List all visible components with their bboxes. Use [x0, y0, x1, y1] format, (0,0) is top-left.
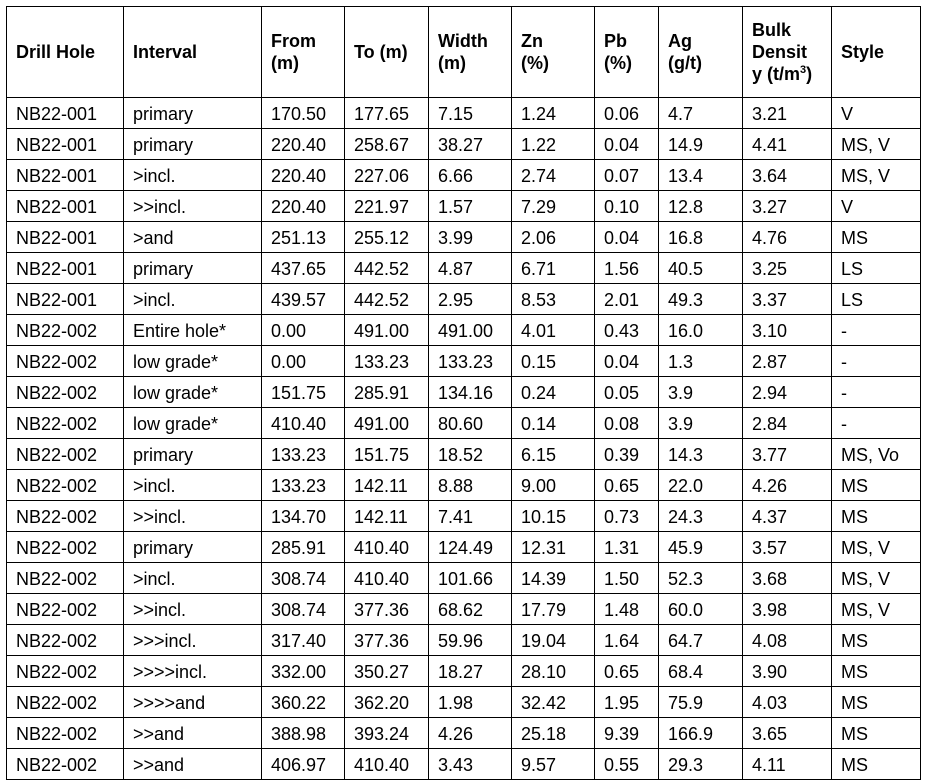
table-row [7, 191, 921, 222]
table-cell-ag: 45.9 [659, 532, 743, 563]
table-cell-width: 59.96 [429, 625, 512, 656]
table-cell-style: MS, V [832, 160, 921, 191]
table-cell-pb: 1.56 [595, 253, 659, 284]
column-header-line: Drill Hole [16, 42, 96, 62]
table-cell-style: MS [832, 656, 921, 687]
table-cell-pb: 1.95 [595, 687, 659, 718]
table-cell-from: 410.40 [262, 408, 345, 439]
column-header-line: Pb [604, 31, 628, 51]
table-cell-to: 491.00 [345, 315, 429, 346]
table-cell-zn: 1.24 [512, 98, 595, 129]
table-cell-from: 220.40 [262, 160, 345, 191]
table-row [7, 501, 921, 532]
column-header-line: Densit [752, 42, 808, 62]
table-cell-zn: 7.29 [512, 191, 595, 222]
column-header-line: To (m) [354, 42, 408, 62]
column-header-line: Interval [133, 42, 198, 62]
table-cell-width: 134.16 [429, 377, 512, 408]
table-cell-style: - [832, 346, 921, 377]
table-cell-drill-hole: NB22-002 [7, 439, 124, 470]
table-cell-density: 3.57 [743, 532, 832, 563]
table-cell-style: MS [832, 625, 921, 656]
table-cell-to: 285.91 [345, 377, 429, 408]
table-cell-style: MS [832, 718, 921, 749]
table-cell-zn: 32.42 [512, 687, 595, 718]
table-cell-pb: 0.65 [595, 470, 659, 501]
table-cell-ag: 3.9 [659, 377, 743, 408]
table-cell-drill-hole: NB22-001 [7, 160, 124, 191]
table-cell-width: 101.66 [429, 563, 512, 594]
table-cell-to: 442.52 [345, 284, 429, 315]
column-header-line: Style [841, 42, 885, 62]
table-cell-pb: 1.48 [595, 594, 659, 625]
table-cell-interval: low grade* [124, 408, 262, 439]
table-cell-from: 251.13 [262, 222, 345, 253]
table-cell-ag: 14.3 [659, 439, 743, 470]
table-cell-ag: 75.9 [659, 687, 743, 718]
table-cell-drill-hole: NB22-001 [7, 98, 124, 129]
table-cell-interval: >incl. [124, 470, 262, 501]
table-cell-pb: 0.05 [595, 377, 659, 408]
table-row [7, 749, 921, 780]
table-header-row [7, 7, 921, 98]
table-cell-from: 0.00 [262, 346, 345, 377]
table-cell-style: MS [832, 470, 921, 501]
table-cell-ag: 12.8 [659, 191, 743, 222]
table-cell-width: 18.27 [429, 656, 512, 687]
table-cell-pb: 0.73 [595, 501, 659, 532]
column-header-line: (m) [271, 53, 299, 73]
table-cell-zn: 10.15 [512, 501, 595, 532]
table-cell-ag: 4.7 [659, 98, 743, 129]
table-cell-to: 350.27 [345, 656, 429, 687]
table-cell-zn: 9.00 [512, 470, 595, 501]
table-cell-interval: >and [124, 222, 262, 253]
table-cell-width: 1.98 [429, 687, 512, 718]
table-cell-style: MS, V [832, 594, 921, 625]
table-cell-density: 2.94 [743, 377, 832, 408]
table-cell-to: 491.00 [345, 408, 429, 439]
table-cell-to: 221.97 [345, 191, 429, 222]
table-cell-pb: 2.01 [595, 284, 659, 315]
table-cell-width: 3.43 [429, 749, 512, 780]
table-cell-pb: 0.08 [595, 408, 659, 439]
table-cell-to: 255.12 [345, 222, 429, 253]
table-cell-pb: 0.04 [595, 222, 659, 253]
table-cell-density: 4.37 [743, 501, 832, 532]
table-cell-zn: 19.04 [512, 625, 595, 656]
table-cell-density: 3.10 [743, 315, 832, 346]
table-cell-pb: 0.43 [595, 315, 659, 346]
table-cell-interval: >incl. [124, 160, 262, 191]
table-cell-ag: 49.3 [659, 284, 743, 315]
column-header-style [832, 7, 921, 98]
table-row [7, 470, 921, 501]
table-cell-drill-hole: NB22-001 [7, 222, 124, 253]
table-cell-to: 410.40 [345, 749, 429, 780]
table-cell-ag: 60.0 [659, 594, 743, 625]
column-header-from [262, 7, 345, 98]
table-cell-density: 3.90 [743, 656, 832, 687]
table-cell-zn: 6.71 [512, 253, 595, 284]
table-cell-drill-hole: NB22-002 [7, 315, 124, 346]
table-cell-from: 134.70 [262, 501, 345, 532]
table-cell-ag: 16.0 [659, 315, 743, 346]
table-cell-drill-hole: NB22-001 [7, 284, 124, 315]
table-row [7, 284, 921, 315]
table-cell-to: 151.75 [345, 439, 429, 470]
table-row [7, 408, 921, 439]
column-header-line: Zn [521, 31, 543, 51]
table-cell-pb: 1.64 [595, 625, 659, 656]
table-cell-from: 308.74 [262, 594, 345, 625]
table-cell-interval: >>and [124, 718, 262, 749]
table-cell-ag: 1.3 [659, 346, 743, 377]
table-cell-drill-hole: NB22-001 [7, 129, 124, 160]
table-row [7, 687, 921, 718]
table-cell-interval: primary [124, 98, 262, 129]
table-cell-from: 285.91 [262, 532, 345, 563]
table-cell-interval: >>>>and [124, 687, 262, 718]
table-cell-zn: 2.74 [512, 160, 595, 191]
table-cell-ag: 3.9 [659, 408, 743, 439]
table-cell-from: 439.57 [262, 284, 345, 315]
table-cell-density: 4.08 [743, 625, 832, 656]
table-cell-drill-hole: NB22-002 [7, 594, 124, 625]
table-cell-to: 177.65 [345, 98, 429, 129]
table-row [7, 656, 921, 687]
table-cell-to: 410.40 [345, 563, 429, 594]
table-cell-interval: >>incl. [124, 191, 262, 222]
table-cell-density: 4.41 [743, 129, 832, 160]
table-cell-width: 124.49 [429, 532, 512, 563]
table-cell-pb: 0.07 [595, 160, 659, 191]
table-cell-pb: 1.50 [595, 563, 659, 594]
table-cell-to: 142.11 [345, 470, 429, 501]
table-cell-density: 3.37 [743, 284, 832, 315]
table-cell-ag: 64.7 [659, 625, 743, 656]
table-row [7, 253, 921, 284]
table-cell-style: MS [832, 501, 921, 532]
table-cell-from: 133.23 [262, 439, 345, 470]
column-header-line: From [271, 31, 316, 51]
table-cell-style: V [832, 98, 921, 129]
table-cell-ag: 14.9 [659, 129, 743, 160]
table-cell-pb: 0.04 [595, 346, 659, 377]
table-cell-density: 4.26 [743, 470, 832, 501]
table-cell-from: 317.40 [262, 625, 345, 656]
table-cell-from: 151.75 [262, 377, 345, 408]
table-cell-drill-hole: NB22-002 [7, 687, 124, 718]
table-cell-drill-hole: NB22-002 [7, 625, 124, 656]
table-cell-from: 437.65 [262, 253, 345, 284]
table-cell-ag: 22.0 [659, 470, 743, 501]
table-cell-density: 3.64 [743, 160, 832, 191]
table-cell-interval: >incl. [124, 563, 262, 594]
table-cell-from: 170.50 [262, 98, 345, 129]
table-cell-style: MS, V [832, 532, 921, 563]
column-header-line: Width [438, 31, 488, 51]
column-header-interval [124, 7, 262, 98]
table-cell-drill-hole: NB22-002 [7, 718, 124, 749]
table-cell-density: 3.65 [743, 718, 832, 749]
table-cell-width: 7.15 [429, 98, 512, 129]
table-cell-density: 3.25 [743, 253, 832, 284]
table-cell-to: 393.24 [345, 718, 429, 749]
table-cell-pb: 0.06 [595, 98, 659, 129]
table-cell-style: MS, Vo [832, 439, 921, 470]
table-cell-zn: 4.01 [512, 315, 595, 346]
table-cell-ag: 68.4 [659, 656, 743, 687]
table-cell-interval: >incl. [124, 284, 262, 315]
table-cell-from: 220.40 [262, 129, 345, 160]
table-row [7, 315, 921, 346]
table-cell-to: 258.67 [345, 129, 429, 160]
column-header-text: y (t/m [752, 64, 801, 84]
table-cell-interval: primary [124, 439, 262, 470]
table-cell-density: 3.27 [743, 191, 832, 222]
table-cell-style: - [832, 377, 921, 408]
table-cell-from: 308.74 [262, 563, 345, 594]
table-cell-zn: 14.39 [512, 563, 595, 594]
table-cell-ag: 24.3 [659, 501, 743, 532]
column-header-zn [512, 7, 595, 98]
table-cell-drill-hole: NB22-002 [7, 563, 124, 594]
table-cell-density: 2.87 [743, 346, 832, 377]
table-row [7, 160, 921, 191]
table-cell-style: V [832, 191, 921, 222]
table-cell-ag: 29.3 [659, 749, 743, 780]
table-cell-density: 3.98 [743, 594, 832, 625]
table-cell-interval: >>>incl. [124, 625, 262, 656]
table-cell-from: 360.22 [262, 687, 345, 718]
table-cell-width: 6.66 [429, 160, 512, 191]
table-cell-interval: primary [124, 532, 262, 563]
table-cell-style: MS, V [832, 563, 921, 594]
table-cell-zn: 9.57 [512, 749, 595, 780]
table-cell-to: 142.11 [345, 501, 429, 532]
table-row [7, 439, 921, 470]
table-cell-from: 332.00 [262, 656, 345, 687]
table-cell-drill-hole: NB22-001 [7, 191, 124, 222]
table-row [7, 129, 921, 160]
column-header-pb [595, 7, 659, 98]
column-header-drill-hole [7, 7, 124, 98]
table-row [7, 346, 921, 377]
table-cell-zn: 12.31 [512, 532, 595, 563]
table-cell-ag: 52.3 [659, 563, 743, 594]
table-cell-style: - [832, 315, 921, 346]
table-cell-zn: 28.10 [512, 656, 595, 687]
table-cell-zn: 0.14 [512, 408, 595, 439]
table-cell-from: 133.23 [262, 470, 345, 501]
column-header-superscript: 3 [800, 64, 807, 76]
table-cell-from: 388.98 [262, 718, 345, 749]
table-cell-pb: 0.55 [595, 749, 659, 780]
table-cell-width: 4.26 [429, 718, 512, 749]
table-cell-drill-hole: NB22-002 [7, 501, 124, 532]
table-cell-interval: low grade* [124, 377, 262, 408]
table-cell-interval: primary [124, 129, 262, 160]
column-header-line: Ag [668, 31, 692, 51]
table-cell-width: 3.99 [429, 222, 512, 253]
table-row [7, 625, 921, 656]
table-cell-interval: low grade* [124, 346, 262, 377]
column-header-ag [659, 7, 743, 98]
table-cell-width: 38.27 [429, 129, 512, 160]
table-cell-width: 133.23 [429, 346, 512, 377]
table-cell-to: 410.40 [345, 532, 429, 563]
table-row [7, 594, 921, 625]
table-cell-interval: >>and [124, 749, 262, 780]
table-cell-density: 4.11 [743, 749, 832, 780]
table-cell-zn: 2.06 [512, 222, 595, 253]
table-cell-from: 0.00 [262, 315, 345, 346]
table-cell-from: 220.40 [262, 191, 345, 222]
table-cell-density: 3.68 [743, 563, 832, 594]
table-cell-drill-hole: NB22-002 [7, 408, 124, 439]
column-header-to [345, 7, 429, 98]
table-cell-drill-hole: NB22-002 [7, 656, 124, 687]
table-cell-style: - [832, 408, 921, 439]
table-cell-density: 3.21 [743, 98, 832, 129]
column-header-line [752, 63, 831, 85]
table-cell-drill-hole: NB22-002 [7, 470, 124, 501]
table-cell-width: 18.52 [429, 439, 512, 470]
table-cell-to: 442.52 [345, 253, 429, 284]
table-cell-style: MS [832, 749, 921, 780]
table-cell-ag: 16.8 [659, 222, 743, 253]
table-row [7, 98, 921, 129]
table-cell-interval: Entire hole* [124, 315, 262, 346]
table-row [7, 377, 921, 408]
table-cell-zn: 25.18 [512, 718, 595, 749]
table-cell-pb: 0.65 [595, 656, 659, 687]
column-header-suffix: ) [806, 64, 813, 84]
table-cell-from: 406.97 [262, 749, 345, 780]
table-cell-pb: 0.04 [595, 129, 659, 160]
table-body [7, 98, 921, 780]
table-cell-zn: 8.53 [512, 284, 595, 315]
column-header-density [743, 7, 832, 98]
table-cell-zn: 17.79 [512, 594, 595, 625]
table-cell-width: 491.00 [429, 315, 512, 346]
table-cell-interval: >>incl. [124, 501, 262, 532]
column-header-line: (m) [438, 53, 466, 73]
table-cell-width: 1.57 [429, 191, 512, 222]
table-cell-interval: >>>>incl. [124, 656, 262, 687]
table-cell-zn: 0.24 [512, 377, 595, 408]
table-cell-zn: 1.22 [512, 129, 595, 160]
table-cell-style: MS [832, 687, 921, 718]
table-row [7, 563, 921, 594]
table-cell-interval: >>incl. [124, 594, 262, 625]
table-cell-zn: 6.15 [512, 439, 595, 470]
table-cell-style: MS, V [832, 129, 921, 160]
table-cell-interval: primary [124, 253, 262, 284]
table-cell-style: LS [832, 284, 921, 315]
table-cell-ag: 40.5 [659, 253, 743, 284]
table-cell-width: 4.87 [429, 253, 512, 284]
table-cell-style: MS [832, 222, 921, 253]
table-cell-drill-hole: NB22-001 [7, 253, 124, 284]
column-header-line: (g/t) [668, 53, 702, 73]
table-cell-ag: 13.4 [659, 160, 743, 191]
table-cell-to: 362.20 [345, 687, 429, 718]
column-header-line: (%) [521, 53, 549, 73]
table-cell-drill-hole: NB22-002 [7, 749, 124, 780]
table-row [7, 532, 921, 563]
table-cell-drill-hole: NB22-002 [7, 346, 124, 377]
table-cell-width: 7.41 [429, 501, 512, 532]
drill-results-table [6, 6, 921, 780]
column-header-line: Bulk [752, 20, 792, 40]
table-cell-pb: 0.39 [595, 439, 659, 470]
table-cell-width: 68.62 [429, 594, 512, 625]
column-header-line: (%) [604, 53, 632, 73]
table-cell-width: 8.88 [429, 470, 512, 501]
table-cell-pb: 1.31 [595, 532, 659, 563]
table-cell-to: 377.36 [345, 594, 429, 625]
table-cell-drill-hole: NB22-002 [7, 377, 124, 408]
table-cell-zn: 0.15 [512, 346, 595, 377]
column-header-width [429, 7, 512, 98]
table-row [7, 222, 921, 253]
table-cell-density: 3.77 [743, 439, 832, 470]
table-cell-pb: 0.10 [595, 191, 659, 222]
table-cell-pb: 9.39 [595, 718, 659, 749]
table-cell-to: 133.23 [345, 346, 429, 377]
table-cell-to: 227.06 [345, 160, 429, 191]
table-cell-density: 4.76 [743, 222, 832, 253]
table-cell-drill-hole: NB22-002 [7, 532, 124, 563]
table-cell-width: 2.95 [429, 284, 512, 315]
table-row [7, 718, 921, 749]
table-cell-width: 80.60 [429, 408, 512, 439]
table-cell-to: 377.36 [345, 625, 429, 656]
table-cell-style: LS [832, 253, 921, 284]
table-cell-density: 4.03 [743, 687, 832, 718]
table-cell-ag: 166.9 [659, 718, 743, 749]
table-cell-density: 2.84 [743, 408, 832, 439]
